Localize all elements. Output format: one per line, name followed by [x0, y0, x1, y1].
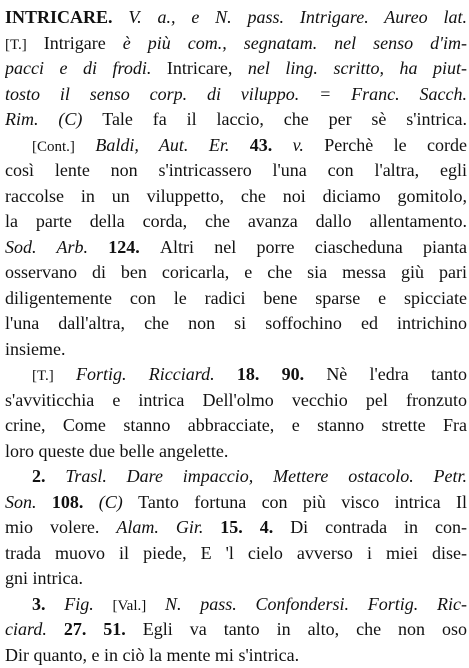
entry-line	[5, 184, 467, 209]
entry-text: Di contrada in con-	[290, 517, 467, 537]
entry-line	[5, 413, 467, 438]
entry-text: Son.	[5, 491, 52, 512]
entry-text: diligentemente con le radici bene sparse e spicciate	[5, 287, 467, 308]
entry-text: così lente non s'intricassero l'una con l'altra, egli	[5, 160, 467, 180]
entry-text: è più com., segnatam. nel senso d'im-	[122, 32, 467, 53]
entry-line	[5, 56, 467, 81]
entry-text: ciard.	[5, 619, 64, 639]
entry-text: Trasl. Dare impaccio, Mettere ostacolo. Petr.	[65, 466, 467, 486]
entry-line	[5, 311, 467, 336]
entry-line	[5, 515, 467, 540]
entry-line	[32, 464, 467, 489]
entry-text: Sod. Arb.	[5, 236, 109, 257]
entry-line	[5, 490, 467, 515]
entry-line	[32, 362, 467, 387]
entry-line	[5, 439, 467, 464]
entry-text: l'una dall'altra, che non si soffochino ed intrichino	[5, 313, 467, 333]
entry-text: nel ling. scritto, ha piut-	[247, 58, 467, 78]
entry-text: Fortig. Ricciard.	[53, 364, 237, 384]
entry-text: pacci e di frodi.	[5, 58, 152, 78]
entry-line	[5, 388, 467, 413]
entry-line	[5, 260, 467, 285]
entry-line	[32, 133, 467, 158]
entry-text: 124.	[108, 236, 161, 257]
entry-text: Egli va tanto in alto, che non oso	[142, 619, 467, 639]
entry-text: gni intrica.	[5, 568, 83, 588]
entry-text: 27. 51.	[63, 619, 143, 639]
entry-text: Fig.	[64, 593, 113, 614]
entry-text: 108.	[51, 491, 99, 512]
entry-text: [T.]	[5, 36, 27, 53]
entry-text: V. a., e N. pass. Intrigare. Aureo lat.	[112, 7, 467, 27]
entry-text: Dir quanto, e in ciò la mente mi s'intrica.	[5, 644, 300, 665]
entry-text: raccolse in un viluppetto, che noi diciamo gomitolo,	[5, 185, 467, 206]
headword: INTRICARE.	[5, 7, 113, 27]
entry-text: crine, Come stanno abbracciate, e stanno strette Fra	[5, 415, 467, 435]
entry-text: tosto il senso corp. di viluppo. = Franc. Sacch.	[5, 83, 467, 104]
entry-line	[5, 566, 467, 591]
entry-text: (C)	[98, 491, 139, 512]
entry-line	[5, 158, 467, 183]
entry-text: s'avviticchia e intrica Dell'olmo vecchio pel fronzuto	[5, 389, 467, 410]
entry-line	[5, 617, 467, 642]
entry-line	[5, 209, 467, 234]
entry-text: [T.]	[32, 368, 54, 384]
entry-text: Perchè le corde	[324, 134, 467, 155]
entry-line	[5, 286, 467, 311]
entry-text: [Cont.]	[32, 138, 75, 155]
entry-line	[5, 31, 467, 56]
entry-line	[5, 82, 467, 107]
entry-line	[5, 5, 467, 30]
entry-text: 18. 90.	[236, 364, 327, 384]
entry-text: trada muovo il piede, E 'l cielo avverso i miei dise-	[5, 542, 467, 563]
entry-line	[32, 592, 467, 617]
entry-line	[5, 107, 467, 132]
entry-text: Rim.	[5, 109, 39, 129]
entry-text: insieme.	[5, 338, 66, 359]
entry-line	[5, 235, 467, 260]
entry-line	[5, 337, 467, 362]
entry-text: mio volere.	[5, 517, 117, 537]
entry-text: la parte della corda, che avanza dallo allentamento.	[5, 211, 467, 231]
entry-text: 2.	[32, 466, 66, 486]
entry-text: N. pass. Confondersi. Fortig. Ric-	[146, 593, 467, 614]
entry-text: Altri nel porre ciascheduna pianta	[160, 236, 467, 257]
entry-text: loro queste due belle angelette.	[5, 440, 229, 461]
entry-text: Intricare,	[151, 58, 248, 78]
entry-text: 3.	[32, 593, 65, 614]
entry-text: Tanto fortuna con più visco intrica Il	[138, 491, 467, 512]
entry-text: v.	[292, 134, 325, 155]
entry-text: Alam. Gir.	[116, 517, 221, 537]
entry-text: Nè l'edra tanto	[326, 364, 467, 384]
entry-text: Baldi, Aut. Er.	[74, 134, 250, 155]
entry-line	[5, 541, 467, 566]
entry-line	[5, 643, 467, 668]
entry-text: Tale fa il laccio, che per sè s'intrica.	[102, 109, 467, 129]
entry-text: (C)	[38, 109, 103, 129]
entry-text: 43.	[249, 134, 293, 155]
entry-text: Intrigare	[26, 32, 123, 53]
entry-text: 15. 4.	[220, 517, 291, 537]
entry-text: [Val.]	[112, 597, 147, 614]
entry-text: osservano di ben coricarla, e che sia messa giù pari	[5, 262, 467, 282]
